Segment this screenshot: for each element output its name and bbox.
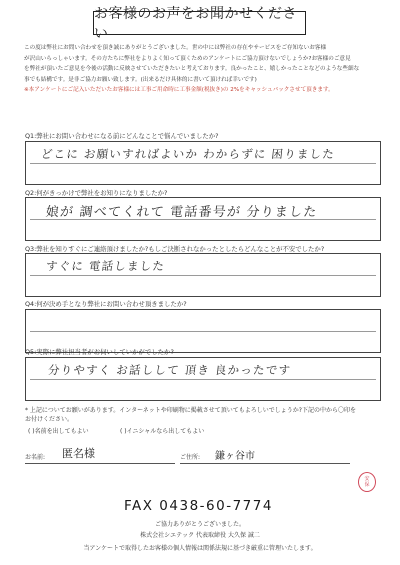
thanks-text: ご協力ありがとうございました。 xyxy=(154,521,245,528)
consent-option-name[interactable]: ( )名前を出してもよい xyxy=(28,428,89,435)
name-label: お名前: xyxy=(25,454,46,461)
address-label: ご住所: xyxy=(180,454,201,461)
intro-text xyxy=(24,43,380,96)
question-3-label: Q3:弊社を知りすぐにご連絡頂けましたか?もしご決断されなかったとしたらどんなことが不安でしたか? xyxy=(25,245,325,253)
stamp-char: 安 xyxy=(364,476,370,482)
intro-line: を弊社が頂いたご意見を今後の活動に反映させていただきたいと考えております。良かったこと、嬉しかったことなどのような些細な xyxy=(24,66,360,73)
question-5-answer-box[interactable] xyxy=(25,357,381,401)
address-underline xyxy=(180,463,350,464)
answer-rule xyxy=(30,163,376,164)
approval-stamp xyxy=(358,472,376,492)
question-1-answer-box[interactable] xyxy=(25,141,381,185)
privacy-notice: 当アンケートで取得したお客様の個人情報は関係法規に基づき厳重に管理いたします。 xyxy=(83,545,317,552)
name-value[interactable]: 匿名様 xyxy=(62,447,95,460)
fax-number: FAX 0438-60-7774 xyxy=(124,498,273,514)
company-name: 株式会社シエテック 代表取締役 大久保 誠二 xyxy=(140,532,260,539)
consent-text-2: お付けください。 xyxy=(25,416,74,423)
question-4-label: Q4:何が決め手となり弊社にお問い合わせ頂きましたか? xyxy=(25,300,187,308)
answer-rule xyxy=(30,331,376,332)
question-1-answer: どこに お願いすればよいか わからずに 困りました xyxy=(40,147,336,161)
question-3-answer: すぐに 電話しました xyxy=(45,259,166,273)
stamp-char: 保 xyxy=(364,482,370,488)
cashback-note: ※本アンケートにご記入いただいたお客様には工事ご用命時に工事金額(税抜き)の 2%をキャッシュバックさせて頂きます。 xyxy=(24,87,334,94)
answer-rule xyxy=(30,379,376,380)
question-3-answer-box[interactable] xyxy=(25,253,381,297)
intro-line: この度は弊社にお問い合わせを頂き誠にありがとうございました。世の中には弊社の存在やサービスをご存知ないお客様 xyxy=(24,45,327,51)
name-underline xyxy=(25,463,175,464)
intro-line: 事でも結構です。是非ご協力お願い致します。(出来るだけ具体的に書いて頂ければ幸いです) xyxy=(24,76,257,83)
question-2-answer-box[interactable] xyxy=(25,197,381,241)
address-value[interactable]: 鎌ヶ谷市 xyxy=(215,451,255,462)
page-title-text: お客様のお声をお聞かせください xyxy=(94,6,297,42)
question-5-label: Q5:実際に弊社担当者がお伺いしていかがでしたか? xyxy=(25,348,174,356)
question-2-label: Q2:何がきっかけで弊社をお知りになりましたか? xyxy=(25,189,168,197)
intro-line: が沢山いらっしゃいます。その方たちに弊社をよりよく知って頂くためのアンケートにご協力頂けないでしょうか?お客様のご意見 xyxy=(24,55,351,62)
question-2-answer: 娘が 調べてくれて 電話番号が 分りました xyxy=(45,205,319,220)
answer-rule xyxy=(30,275,376,276)
page-title xyxy=(93,6,306,42)
question-5-answer: 分りやすく お話しして 頂き 良かったです xyxy=(47,363,292,377)
question-1-label: Q1:弊社にお問い合わせになる前にどんなことで悩んでいましたか? xyxy=(25,132,219,140)
consent-option-initials[interactable]: ( )イニシャルなら出してもよい xyxy=(120,428,205,435)
consent-text: * 上記についてお願いがあります。インターネットや印刷物に掲載させて頂いてもよろしいでしょうか?下記の中から〇印を xyxy=(25,407,356,414)
